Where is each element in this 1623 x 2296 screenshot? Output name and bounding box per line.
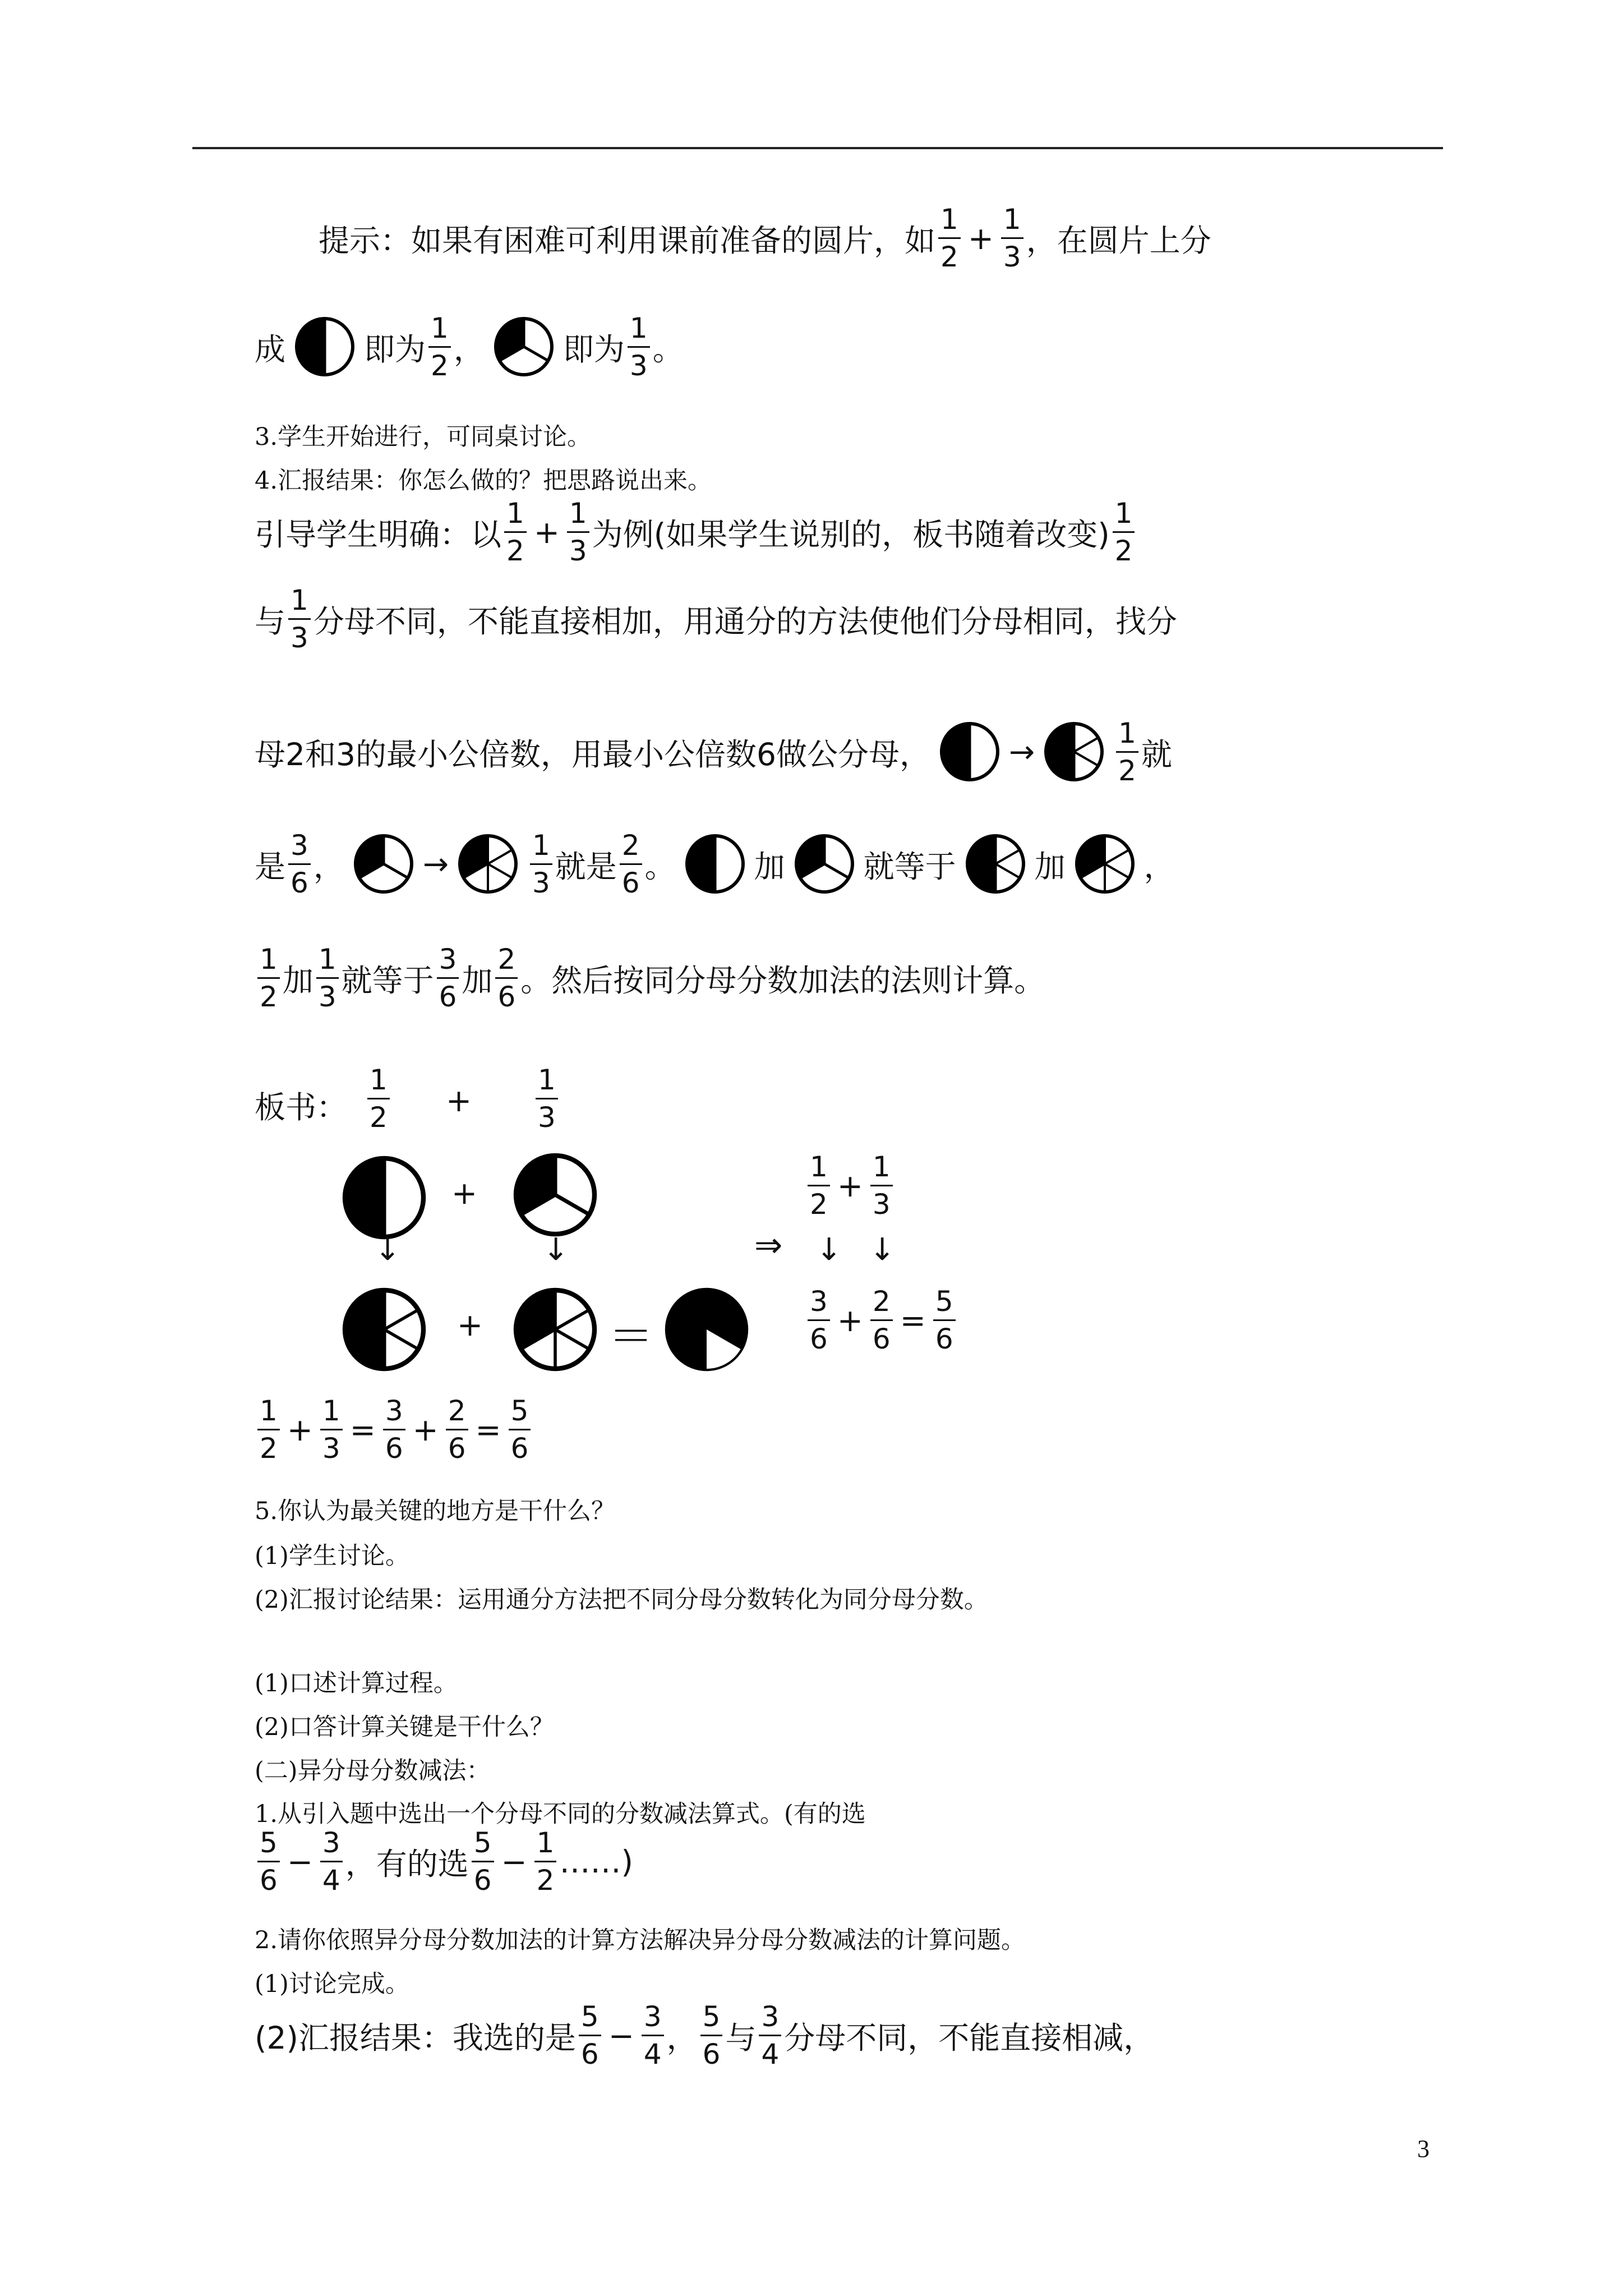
section-subtraction: (二)异分母分数减法： — [255, 1757, 491, 1785]
third-circle-icon — [791, 830, 858, 898]
third-circle-icon — [510, 1150, 600, 1240]
arrow-right-icon: → — [1008, 734, 1035, 770]
fraction: $\frac{1}{2}$ — [428, 314, 451, 380]
half-circle-icon — [936, 718, 1003, 785]
hint-line-2: 成 即为 $\frac{1}{2}$ ， 即为 $\frac{1}{3}$ 。 — [255, 311, 684, 382]
half-circle-icon — [339, 1153, 429, 1243]
sixths-circle-icon — [962, 830, 1029, 898]
plus-sign: + — [457, 1307, 483, 1343]
plus-sign: + — [446, 1083, 472, 1119]
arrow-right-icon: → — [422, 846, 449, 882]
fraction: $\frac{1}{3}$ — [628, 314, 650, 380]
question-5: 5.你认为最关键的地方是干什么？ — [255, 1497, 616, 1525]
fraction: $\frac{1}{3}$ — [1001, 205, 1023, 271]
board-right-top: $\frac{1}{2}$ + $\frac{1}{3}$ — [805, 1153, 896, 1218]
arrow-down-icon: ↓ — [869, 1231, 896, 1267]
equation-line: $\frac{1}{2}$ + $\frac{1}{3}$ = $\frac{3}{6}$ + $\frac{2}{6}$ = $\frac{5}{6}$ — [255, 1397, 533, 1462]
question-5a: (1)学生讨论。 — [255, 1542, 409, 1570]
half-circle-icon — [681, 830, 749, 898]
sub-step-2b: (2)汇报结果：我选的是 $\frac{5}{6}$ − $\frac{3}{4}$ ， $\frac{5}{6}$ 与 $\frac{3}{4}$ 分母不同，不能直接相减， — [255, 2000, 1155, 2070]
guide-line-1: 引导学生明确：以 $\frac{1}{2}$ + $\frac{1}{3}$ 为例(如果学生说别的，板书随着改变) $\frac{1}{2}$ — [255, 499, 1137, 565]
sub-step-2: 2.请你依照异分母分数加法的计算方法解决异分母分数减法的计算问题。 — [255, 1926, 1026, 1954]
guide-line-4: 是 $\frac{3}{6}$ ， → $\frac{1}{3}$ 就是 $\frac{2}{6}$ 。 加 就等于 加 ， — [255, 829, 1175, 899]
arrow-down-icon: ↓ — [375, 1231, 401, 1267]
hint-line — [319, 205, 1211, 271]
sixths-circle-icon — [1040, 718, 1108, 785]
practice-1: (1)口述计算过程。 — [255, 1669, 458, 1697]
guide-line-3: 母2和3的最小公倍数，用最小公倍数6做公分母， → $\frac{1}{2}$ 就 — [255, 716, 1172, 787]
sub-step-2a: (1)讨论完成。 — [255, 1970, 409, 1998]
five-sixths-circle-icon — [662, 1285, 751, 1374]
guide-line-5: $\frac{1}{2}$ 加 $\frac{1}{3}$ 就等于 $\frac{3}{6}$ 加 $\frac{2}{6}$ 。然后按同分母分数加法的法则计算。 — [255, 945, 1045, 1011]
fraction: $\frac{1}{2}$ — [365, 1066, 393, 1131]
equals-sign: ＝ — [608, 1310, 653, 1363]
hint-text: 提示：如果有困难可利用课前准备的圆片，如 — [319, 223, 936, 259]
page-number: 3 — [1417, 2135, 1430, 2162]
header-rule — [192, 147, 1443, 149]
board-label: 板书： — [255, 1089, 348, 1125]
sub-step-1: 1.从引入题中选出一个分母不同的分数减法算式。(有的选 — [255, 1800, 866, 1828]
arrow-down-icon: ↓ — [543, 1231, 569, 1267]
guide-line-2: 与 $\frac{1}{3}$ 分母不同，不能直接相加，用通分的方法使他们分母相同，找分 — [255, 584, 1177, 654]
half-circle-icon — [291, 313, 358, 380]
step-3: 3.学生开始进行，可同桌讨论。 — [255, 423, 592, 451]
third-circle-icon — [350, 830, 417, 898]
sixths-circle-icon — [1071, 830, 1138, 898]
plus-sign: + — [451, 1175, 478, 1211]
arrow-down-icon: ↓ — [816, 1231, 842, 1267]
sub-step-1-examples: $\frac{5}{6}$ − $\frac{3}{4}$ ，有的选 $\frac{5}{6}$ − $\frac{1}{2}$ ……) — [255, 1829, 633, 1894]
sixths-circle-icon — [339, 1285, 429, 1374]
question-5b: (2)汇报讨论结果：运用通分方法把不同分母分数转化为同分母分数。 — [255, 1586, 988, 1614]
sixths-circle-icon — [510, 1285, 600, 1374]
fraction: $\frac{1}{2}$ — [938, 205, 961, 271]
step-4: 4.汇报结果：你怎么做的？把思路说出来。 — [255, 467, 712, 495]
practice-2: (2)口答计算关键是干什么？ — [255, 1713, 554, 1741]
implies-arrow-icon: ⇒ — [754, 1226, 783, 1265]
plus-sign: + — [967, 220, 994, 256]
hint-text-end: ，在圆片上分 — [1026, 223, 1211, 259]
sixths-circle-icon — [454, 830, 522, 898]
third-circle-icon — [490, 313, 557, 380]
board-right-bottom: $\frac{3}{6}$ + $\frac{2}{6}$ = $\frac{5}{6}$ — [805, 1287, 958, 1353]
fraction: $\frac{1}{3}$ — [533, 1066, 561, 1131]
